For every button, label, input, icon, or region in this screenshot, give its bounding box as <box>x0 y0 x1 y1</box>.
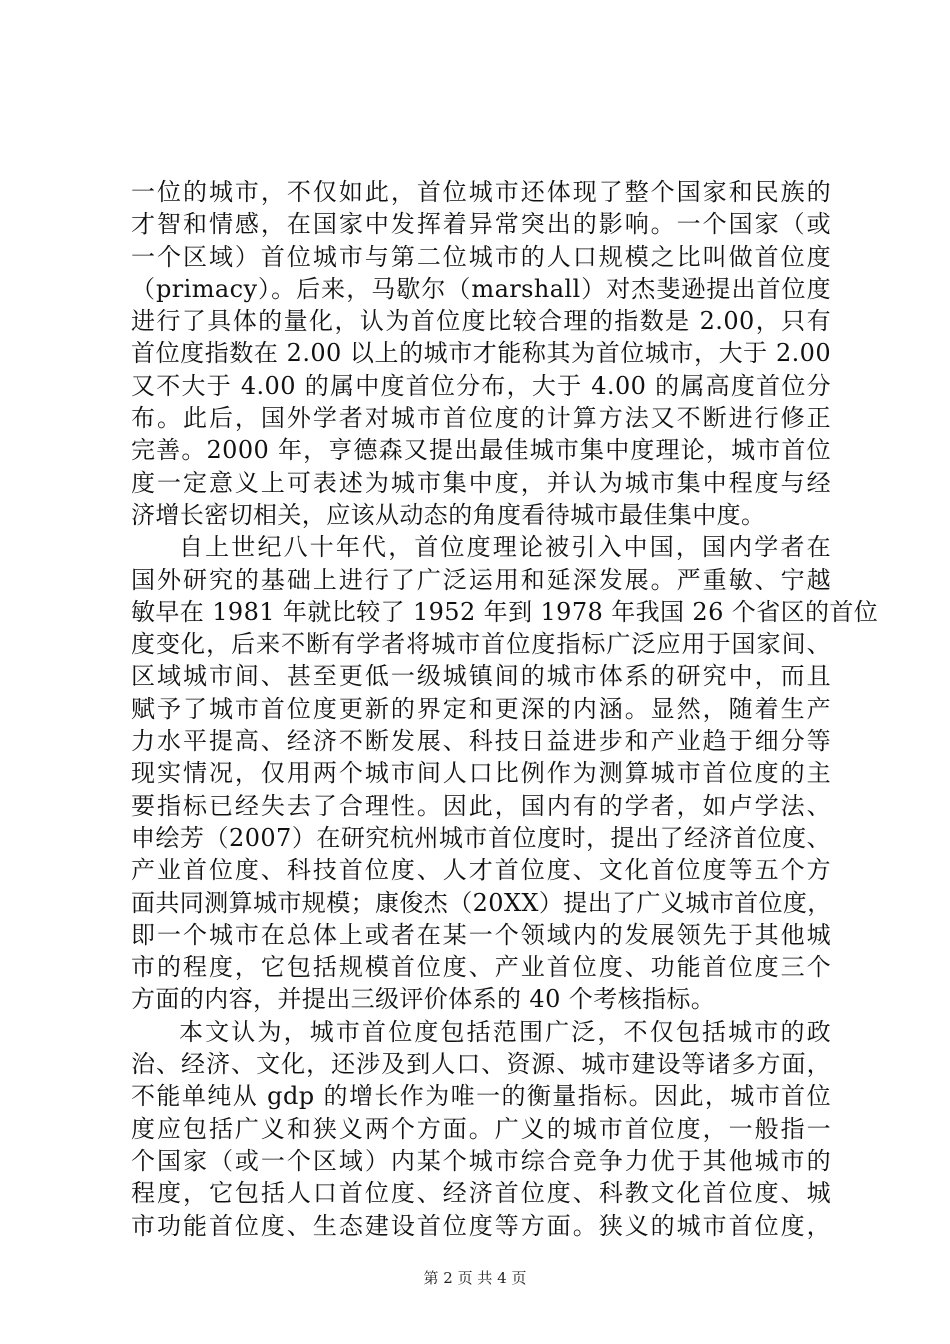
text-line: 一个区域）首位城市与第二位城市的人口规模之比叫做首位度 <box>131 242 831 271</box>
text-line: 济增长密切相关，应该从动态的角度看待城市最佳集中度。 <box>131 500 766 529</box>
text-line: 一位的城市，不仅如此，首位城市还体现了整个国家和民族的 <box>131 178 831 206</box>
text-line: 程度，它包括人口首位度、经济首位度、科教文化首位度、城 <box>131 1179 831 1208</box>
text-line: 度变化，后来不断有学者将城市首位度指标广泛应用于国家间、 <box>131 630 831 659</box>
text-line: 市的程度，它包括规模首位度、产业首位度、功能首位度三个 <box>131 953 831 982</box>
text-line: 治、经济、文化，还涉及到人口、资源、城市建设等诸多方面， <box>131 1050 831 1079</box>
text-line: 度一定意义上可表述为城市集中度，并认为城市集中程度与经 <box>131 468 831 497</box>
text-line: 面共同测算城市规模；康俊杰（20XX）提出了广义城市首位度， <box>131 888 832 917</box>
text-line: 敏早在 1981 年就比较了 1952 年到 1978 年我国 26 个省区的首位 <box>131 597 879 626</box>
text-line: 布。此后，国外学者对城市首位度的计算方法又不断进行修正 <box>131 404 831 433</box>
page-footer: 第 2 页 共 4 页 <box>423 1269 527 1287</box>
text-line: 要指标已经失去了合理性。因此，国内有的学者，如卢学法、 <box>131 791 831 820</box>
text-line: 国外研究的基础上进行了广泛运用和延深发展。严重敏、宁越 <box>131 565 831 594</box>
text-line: 度应包括广义和狭义两个方面。广义的城市首位度，一般指一 <box>131 1114 831 1143</box>
text-line: 产业首位度、科技首位度、人才首位度、文化首位度等五个方 <box>131 856 831 885</box>
text-line: 本文认为，城市首位度包括范围广泛，不仅包括城市的政 <box>179 1017 831 1046</box>
text-line: 不能单纯从 gdp 的增长作为唯一的衡量指标。因此，城市首位 <box>131 1082 831 1111</box>
text-line: 市功能首位度、生态建设首位度等方面。狭义的城市首位度， <box>131 1211 831 1240</box>
text-line: 才智和情感，在国家中发挥着异常突出的影响。一个国家（或 <box>131 210 831 239</box>
text-line: 赋予了城市首位度更新的界定和更深的内涵。显然，随着生产 <box>131 694 831 723</box>
text-line: 完善。2000 年，亨德森又提出最佳城市集中度理论，城市首位 <box>131 436 831 465</box>
text-line: （primacy）。后来，马歇尔（marshall）对杰斐逊提出首位度 <box>131 274 831 303</box>
text-line: 又不大于 4.00 的属中度首位分布，大于 4.00 的属高度首位分 <box>131 371 831 400</box>
text-line: 力水平提高、经济不断发展、科技日益进步和产业趋于细分等 <box>131 727 831 756</box>
text-line: 方面的内容，并提出三级评价体系的 40 个考核指标。 <box>131 985 716 1014</box>
text-line: 首位度指数在 2.00 以上的城市才能称其为首位城市，大于 2.00 <box>131 339 831 368</box>
text-line: 个国家（或一个区域）内某个城市综合竞争力优于其他城市的 <box>131 1146 831 1175</box>
text-line: 进行了具体的量化，认为首位度比较合理的指数是 2.00，只有 <box>131 307 831 336</box>
text-line: 自上世纪八十年代，首位度理论被引入中国，国内学者在 <box>179 533 831 562</box>
text-line: 区域城市间、甚至更低一级城镇间的城市体系的研究中，而且 <box>131 662 831 691</box>
text-line: 现实情况，仅用两个城市间人口比例作为测算城市首位度的主 <box>131 759 831 788</box>
text-line: 即一个城市在总体上或者在某一个领域内的发展领先于其他城 <box>131 920 831 949</box>
text-line: 申绘芳（2007）在研究杭州城市首位度时，提出了经济首位度、 <box>131 823 831 852</box>
body-text <box>131 176 879 1242</box>
